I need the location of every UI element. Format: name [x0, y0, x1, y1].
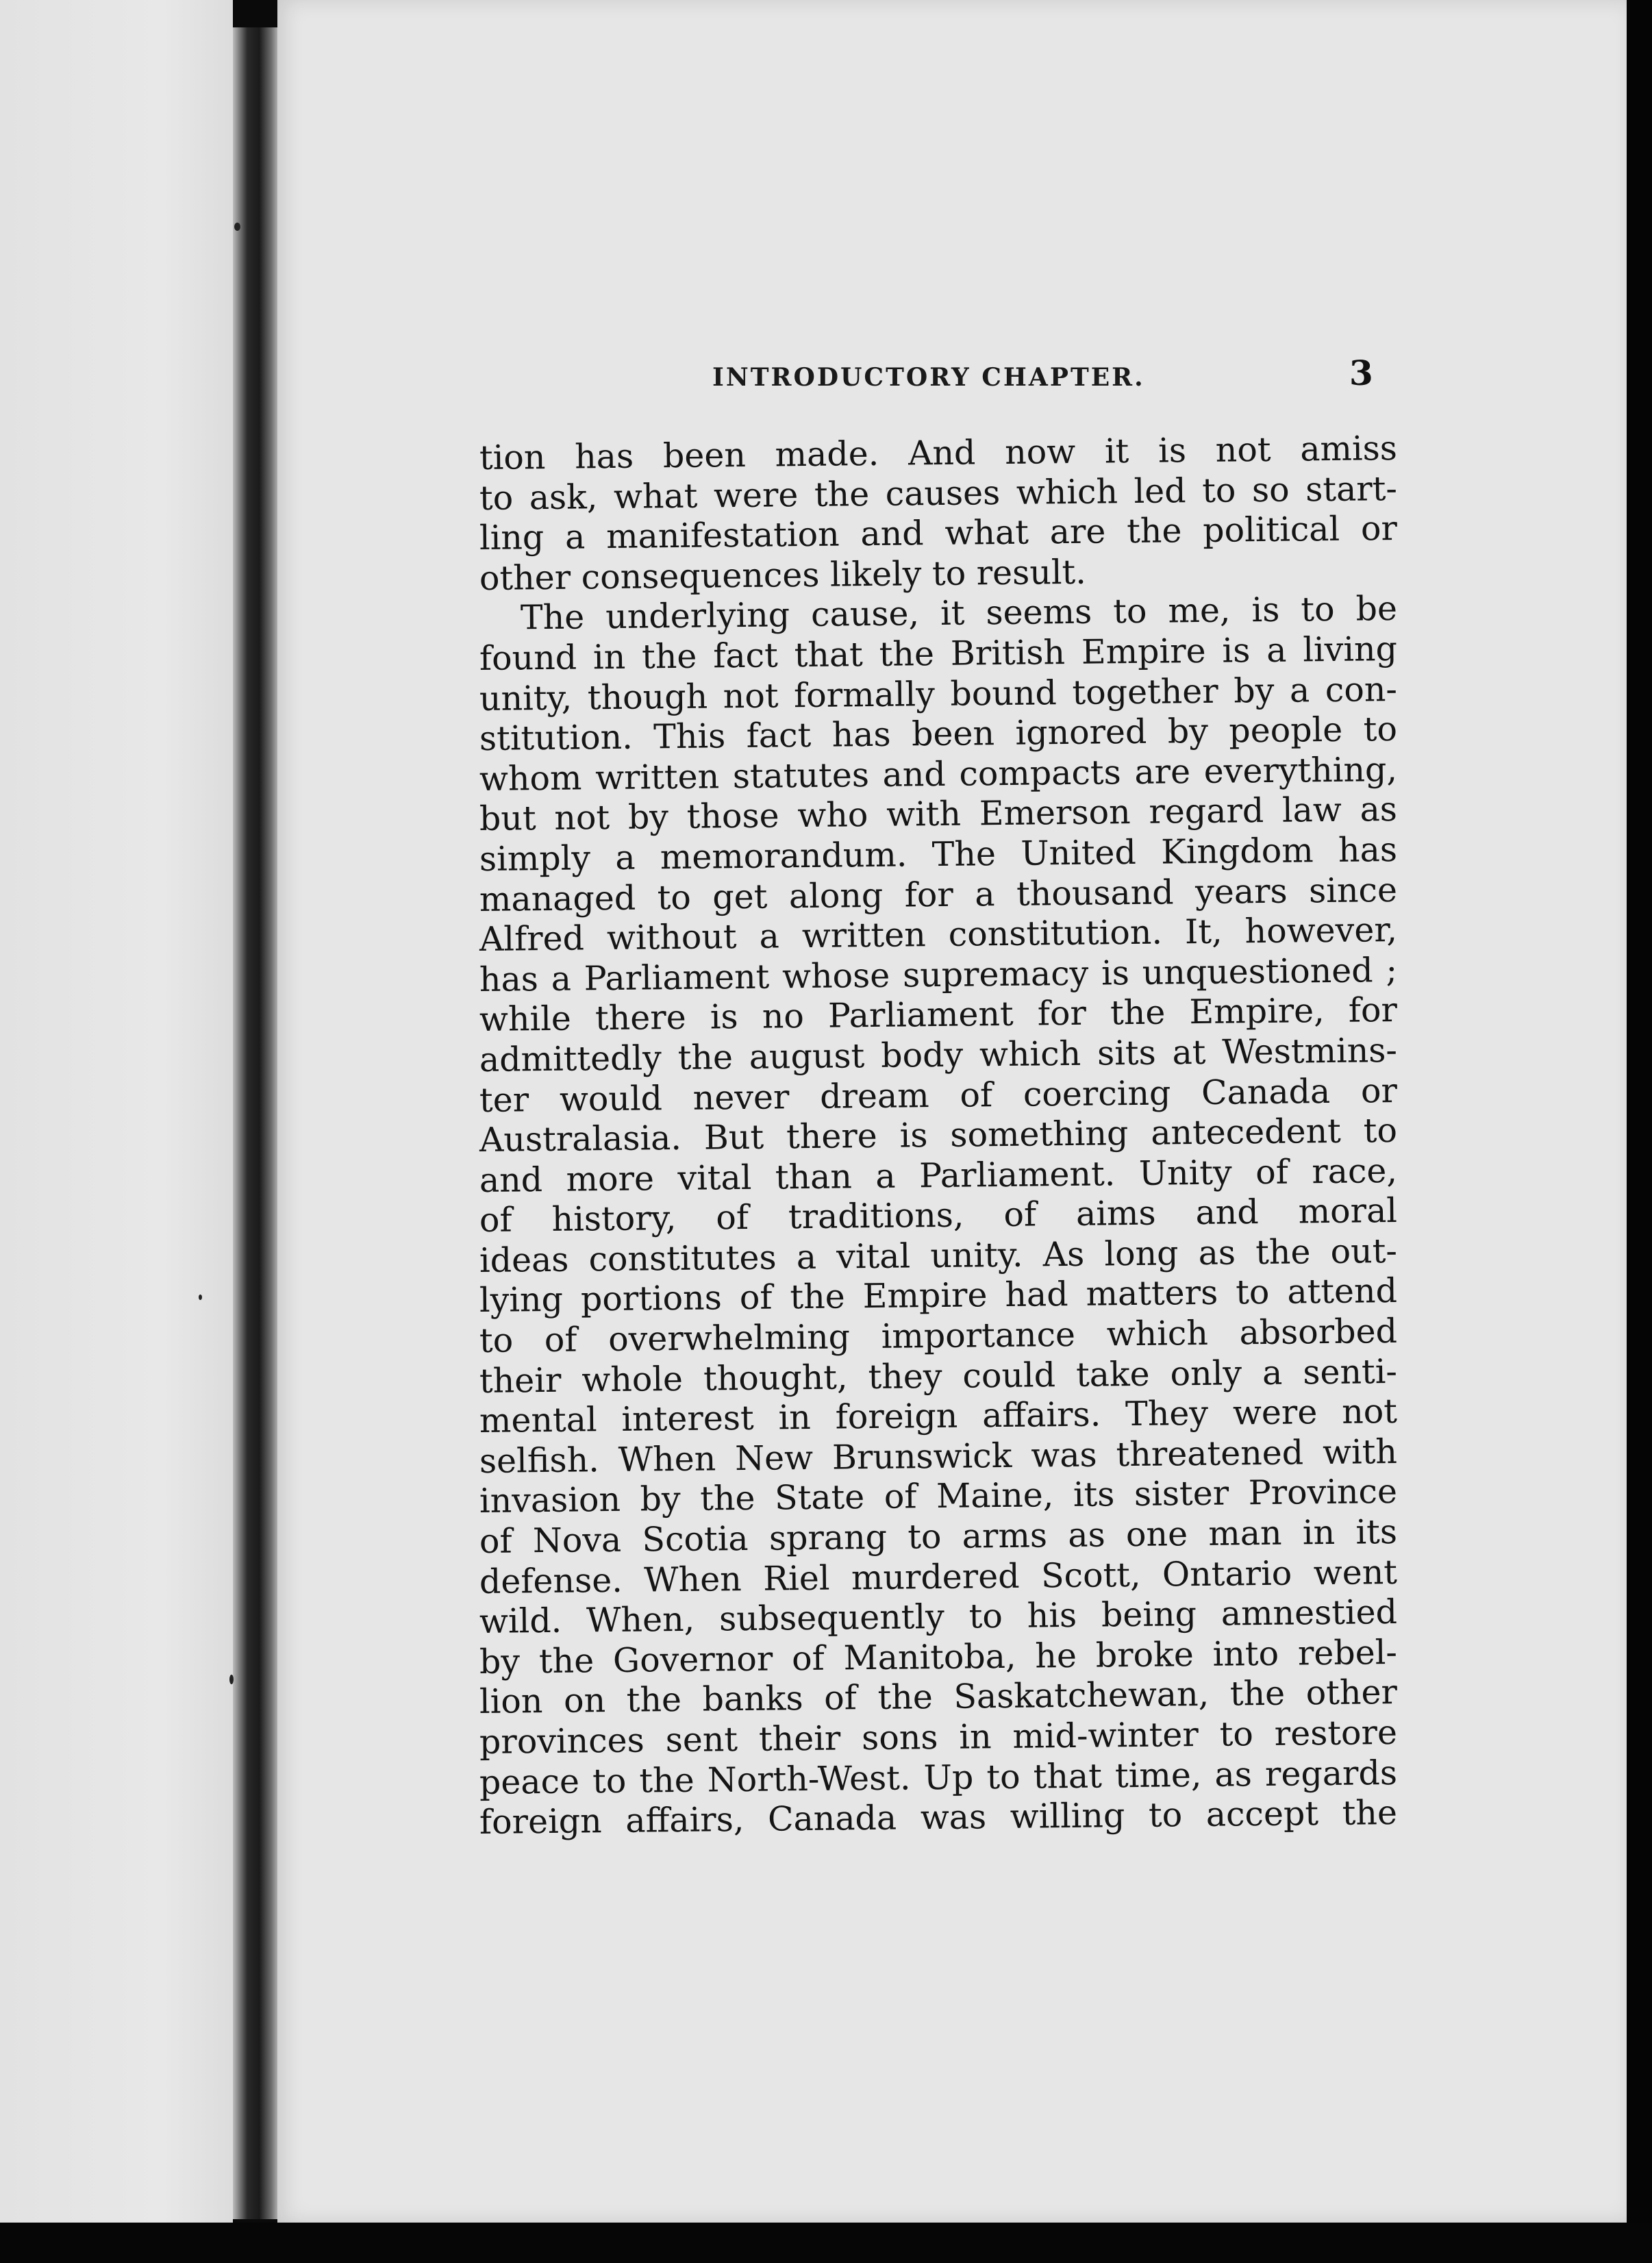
text-line: peace to the North-West. Up to that time, as regards — [479, 1753, 1398, 1802]
text-line: their whole thought, they could take only a senti- — [479, 1351, 1398, 1401]
text-line: provinces sent their sons in mid-winter to restore — [479, 1712, 1398, 1762]
text-line: foreign affairs, Canada was willing to accept the — [479, 1793, 1398, 1842]
text-line: and more vital than a Parliament. Unity of race, — [479, 1151, 1398, 1200]
text-line: wild. When, subsequently to his being amnestied — [479, 1592, 1398, 1642]
text-line: other consequences likely to result. — [479, 552, 1087, 598]
body-text — [479, 428, 1398, 1843]
scan-border-bottom — [0, 2223, 1652, 2263]
text-line: simply a memorandum. The United Kingdom has — [479, 829, 1398, 879]
text-line: selfish. When New Brunswick was threatened with — [479, 1431, 1398, 1481]
text-line: found in the fact that the British Empire is a living — [479, 629, 1398, 678]
text-line: mental interest in foreign affairs. They were not — [479, 1392, 1398, 1441]
text-line: managed to get along for a thousand years since — [479, 870, 1398, 919]
text-line: to ask, what were the causes which led to so start- — [479, 468, 1398, 518]
text-line: lion on the banks of the Saskatchewan, the other — [479, 1673, 1398, 1722]
text-line: by the Governor of Manitoba, he broke into rebel- — [479, 1632, 1398, 1681]
text-line: to of overwhelming importance which absorbed — [479, 1312, 1398, 1361]
text-line: has a Parliament whose supremacy is unquestioned ; — [479, 950, 1398, 999]
text-line: The underlying cause, it seems to me, is to be — [520, 589, 1398, 638]
text-line: ter would never dream of coercing Canada or — [479, 1071, 1398, 1120]
text-line: unity, though not formally bound together by a con- — [479, 669, 1398, 718]
running-head: INTRODUCTORY CHAPTER. — [712, 363, 1145, 392]
text-line: lying portions of the Empire had matters to attend — [479, 1271, 1398, 1321]
text-line: whom written statutes and compacts are everything, — [479, 749, 1398, 799]
scan-border-right — [1627, 0, 1652, 2263]
text-line: Alfred without a written constitution. It, however, — [479, 910, 1398, 960]
text-line: while there is no Parliament for the Empire, for — [479, 990, 1398, 1040]
ink-speck — [234, 223, 240, 231]
facing-page-edge — [0, 0, 233, 2263]
text-line: stitution. This fact has been ignored by people to — [479, 710, 1398, 759]
ink-speck — [199, 1295, 202, 1300]
text-line: Australasia. But there is something antecedent to — [479, 1111, 1398, 1160]
text-line: admittedly the august body which sits at Westmins- — [479, 1030, 1398, 1079]
text-line: tion has been made. And now it is not amiss — [479, 428, 1398, 477]
book-gutter — [233, 27, 281, 2219]
text-line: of history, of traditions, of aims and moral — [479, 1191, 1398, 1240]
text-line: ling a manifestation and what are the political or — [479, 509, 1398, 558]
text-line: invasion by the State of Maine, its sister Province — [479, 1472, 1398, 1521]
text-line: defense. When Riel murdered Scott, Ontario went — [479, 1552, 1398, 1601]
text-line: of Nova Scotia sprang to arms as one man in its — [479, 1512, 1398, 1562]
page-number: 3 — [1349, 353, 1373, 393]
text-line: ideas constitutes a vital unity. As long as the out- — [479, 1231, 1398, 1280]
ink-speck — [229, 1675, 234, 1684]
text-line: but not by those who with Emerson regard law as — [479, 790, 1398, 839]
